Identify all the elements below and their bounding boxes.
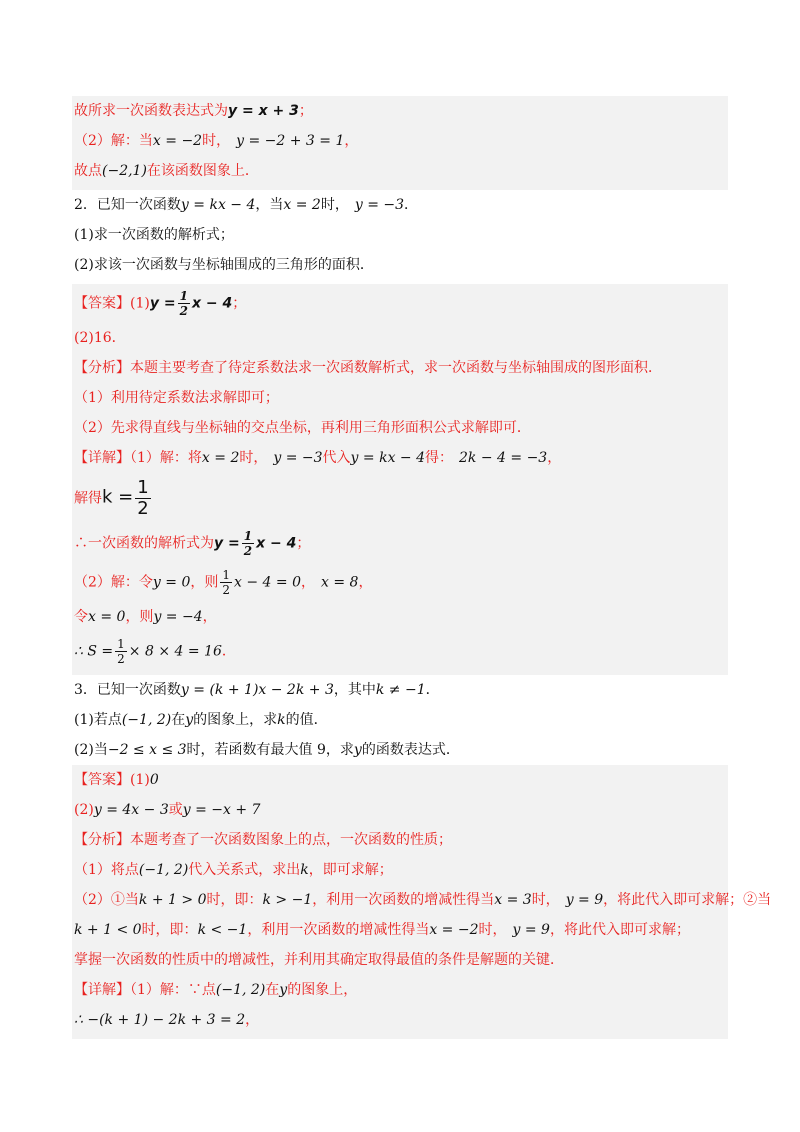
q3-answer-line: 【答案】(1)0 xyxy=(74,772,159,788)
q2-stem: 2．已知一次函数y = kx − 4，当x = 2时， y = −3． xyxy=(74,197,419,213)
q2-analysis-2: （2）先求得直线与坐标轴的交点坐标，再利用三角形面积公式求解即可． xyxy=(74,420,531,436)
q2-detail: 【详解】（1）解：将x = 2时， y = −3代入y = kx − 4得： 2k − 4 = −3， xyxy=(74,450,562,466)
q3-answer-part2: (2)y = 4x − 3或y = −x + 7 xyxy=(74,802,261,818)
solution-block-q1 xyxy=(72,96,728,190)
q3-analysis-2: （2）①当k + 1 > 0时，即：k > −1，利用一次函数的增减性得当x = 3时， y = 9，将此代入即可求解；②当 xyxy=(74,892,772,908)
q2-answer-line: 【答案】(1)y = $\frac{1}{2}$ x − 4； xyxy=(74,289,247,318)
q1-conclusion-line: 故所求一次函数表达式为y = x + 3； xyxy=(74,103,313,119)
q1-part2-line: （2）解：当x = −2时， y = −2 + 3 = 1， xyxy=(74,133,359,149)
q3-part2: (2)当−2 ≤ x ≤ 3时，若函数有最大值 9，求y的函数表达式． xyxy=(74,742,460,758)
fraction: $\frac{1}{2}$ xyxy=(137,477,149,519)
fraction: $\frac{1}{2}$ xyxy=(117,637,125,666)
solution-block-q3 xyxy=(72,765,772,1039)
q3-analysis: 【分析】本题考查了一次函数图象上的点，一次函数的性质； xyxy=(74,832,452,848)
q2-part2-solution: （2）解：令y = 0，则 $\frac{1}{2}$ x − 4 = 0， x = 8， xyxy=(74,568,373,597)
solution-block-q2 xyxy=(72,284,728,675)
q2-analysis-1: （1）利用待定系数法求解即可； xyxy=(74,390,279,406)
fraction: $\frac{1}{2}$ xyxy=(179,289,188,318)
q3-part1: (1)若点(−1, 2)在y的图象上，求k的值． xyxy=(74,712,328,728)
q3-analysis-3: k + 1 < 0时，即：k < −1，利用一次函数的增减性得当x = −2时， y = 9，将此代入即可求解； xyxy=(74,922,690,938)
q2-part2: (2)求该一次函数与坐标轴围成的三角形的面积． xyxy=(74,257,374,273)
q3-detail: 【详解】（1）解：∵点(−1, 2)在y的图象上， xyxy=(74,982,358,998)
document-page xyxy=(72,96,772,1039)
fraction: $\frac{1}{2}$ xyxy=(222,568,231,597)
q2-solve-k: 解得k = $\frac{1}{2}$ xyxy=(74,477,149,519)
q2-therefore: ∴一次函数的解析式为y = $\frac{1}{2}$ x − 4； xyxy=(74,529,311,558)
q3-analysis-4: 掌握一次函数的性质中的增减性，并利用其确定取得最值的条件是解题的关键． xyxy=(74,952,564,968)
q2-part1: (1)求一次函数的解析式； xyxy=(74,227,234,243)
q3-equation: ∴ −(k + 1) − 2k + 3 = 2， xyxy=(74,1012,260,1028)
q2-area: ∴ S = $\frac{1}{2}$ × 8 × 4 = 16． xyxy=(74,637,236,666)
q3-analysis-1: （1）将点(−1, 2)代入关系式，求出k，即可求解； xyxy=(74,862,393,878)
q3-stem: 3．已知一次函数y = (k + 1)x − 2k + 3，其中k ≠ −1． xyxy=(74,682,440,698)
q2-answer-part2: (2)16． xyxy=(74,330,126,346)
q2-analysis: 【分析】本题主要考查了待定系数法求一次函数解析式，求一次函数与坐标轴围成的图形面积． xyxy=(74,360,662,376)
fraction: $\frac{1}{2}$ xyxy=(243,529,253,558)
q2-let-x: 令x = 0，则y = −4， xyxy=(74,609,217,625)
expression: y = x + 3 xyxy=(228,103,299,119)
q1-point-line: 故点(−2,1)在该函数图象上． xyxy=(74,163,259,179)
